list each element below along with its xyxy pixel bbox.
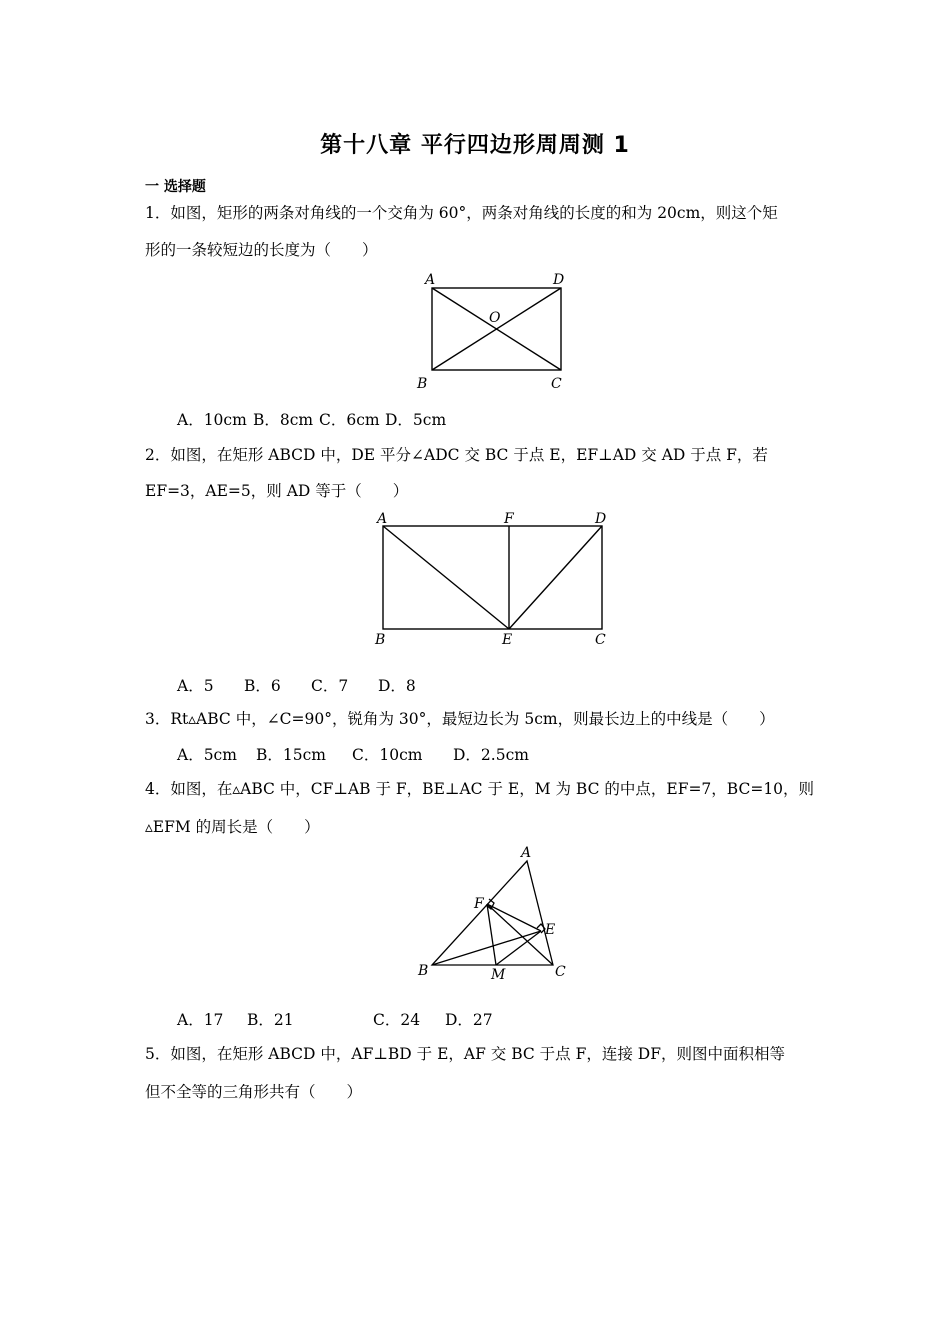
fig4-label-f: F (474, 896, 484, 912)
fig4-segment-fe (487, 904, 541, 931)
q3-option-c[interactable]: C．10cm (352, 746, 423, 764)
fig1-label-o: O (489, 310, 501, 326)
question-4-options (177, 1010, 493, 1030)
question-2-line-1: 2．如图，在矩形 ABCD 中，DE 平分∠ADC 交 BC 于点 E，EF⊥AD 交 AD 于点 F，若 (145, 446, 768, 464)
q2-option-c[interactable]: C．7 (311, 677, 349, 695)
q1-option-b[interactable]: B．8cm (253, 411, 314, 429)
fig2-label-b: B (375, 632, 386, 648)
q1-option-a[interactable]: A．10cm (177, 411, 247, 429)
question-2-line-2: EF=3，AE=5，则 AD 等于（ ） (145, 482, 409, 500)
q3-option-b[interactable]: B．15cm (256, 746, 326, 764)
question-1-line-2: 形的一条较短边的长度为（ ） (145, 241, 378, 259)
q2-option-b[interactable]: B．6 (244, 677, 281, 695)
question-4-line-2: ▵EFM 的周长是（ ） (145, 818, 320, 836)
q1-option-d[interactable]: D．5cm (385, 411, 447, 429)
question-4-line-1: 4．如图，在▵ABC 中，CF⊥AB 于 F，BE⊥AC 于 E，M 为 BC 的中点，EF=7，BC=10，则 (145, 780, 815, 798)
fig4-label-a: A (521, 845, 532, 861)
fig4-label-m: M (491, 967, 506, 983)
q2-option-d[interactable]: D．8 (378, 677, 416, 695)
q1-option-c[interactable]: C．6cm (319, 411, 380, 429)
question-5-line-2: 但不全等的三角形共有（ ） (145, 1083, 363, 1101)
fig2-label-f: F (504, 511, 514, 527)
fig2-label-a: A (377, 511, 388, 527)
section-heading: 一 选择题 (145, 179, 206, 195)
question-1-line-1: 1．如图，矩形的两条对角线的一个交角为 60°，两条对角线的长度的和为 20cm，则这个矩 (145, 204, 778, 222)
fig2-label-e: E (502, 632, 513, 648)
question-3-line-1: 3．Rt▵ABC 中，∠C=90°，锐角为 30°，最短边长为 5cm，则最长边上的中线是（ ） (145, 710, 775, 728)
fig1-label-c: C (551, 376, 562, 392)
fig4-label-c: C (555, 964, 566, 980)
fig4-label-b: B (418, 963, 429, 979)
fig1-label-b: B (417, 376, 428, 392)
fig4-segment-fm (487, 904, 496, 965)
q3-option-a[interactable]: A．5cm (177, 746, 237, 764)
q3-option-d[interactable]: D．2.5cm (453, 746, 529, 764)
fig1-label-d: D (553, 272, 565, 288)
fig2-label-c: C (595, 632, 606, 648)
fig1-label-a: A (425, 272, 436, 288)
page-title: 第十八章 平行四边形周周测 1 (320, 133, 630, 158)
q4-option-b[interactable]: B．21 (247, 1011, 294, 1029)
fig2-label-d: D (595, 511, 607, 527)
fig4-triangle-abc (432, 861, 556, 965)
q4-option-c[interactable]: C．24 (373, 1011, 421, 1029)
q4-option-d[interactable]: D．27 (445, 1011, 493, 1029)
q4-option-a[interactable]: A．17 (177, 1011, 224, 1029)
q2-option-a[interactable]: A．5 (177, 677, 214, 695)
fig4-label-e: E (545, 922, 556, 938)
question-5-line-1: 5．如图，在矩形 ABCD 中，AF⊥BD 于 E，AF 交 BC 于点 F，连接 DF，则图中面积相等 (145, 1045, 785, 1063)
fig4-segment-cf (487, 904, 556, 965)
